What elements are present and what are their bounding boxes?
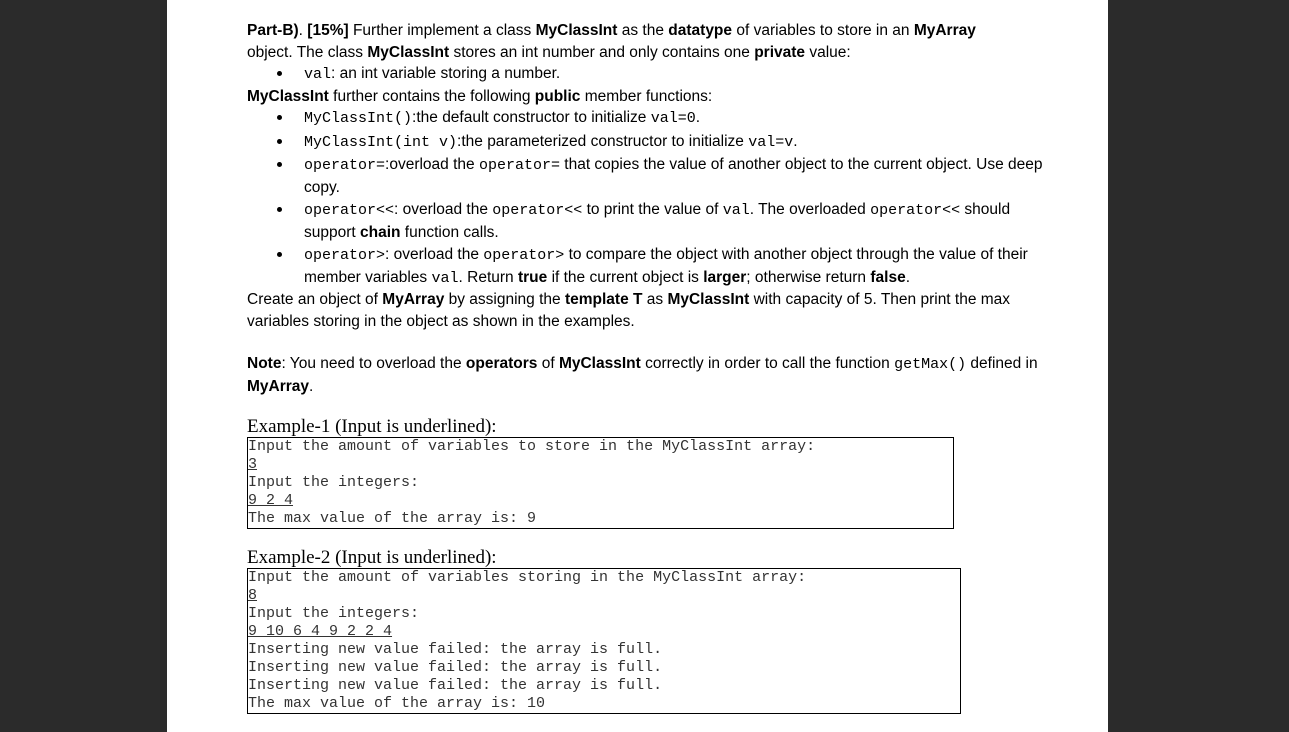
text: . The overloaded	[749, 201, 871, 218]
code: operator<<	[304, 202, 395, 219]
code: val=v	[748, 133, 794, 151]
keyword: public	[534, 87, 581, 105]
part-b-line-3	[247, 86, 1047, 108]
console-line: Inserting new value failed: the array is full.	[248, 659, 663, 676]
text: further contains the following	[328, 87, 535, 105]
list-item	[304, 154, 1047, 198]
code: operator>	[304, 247, 386, 264]
text: :overload the	[385, 156, 479, 173]
console-input: 9 2 4	[248, 492, 294, 509]
class-name: MyClassInt	[667, 291, 750, 308]
text: .	[905, 268, 911, 286]
console-input: 8	[248, 587, 258, 604]
note-paragraph	[247, 353, 1047, 397]
text: : an int variable storing a number.	[331, 65, 561, 82]
code: operator=	[304, 157, 386, 174]
console-line: Inserting new value failed: the array is full.	[248, 641, 663, 658]
keyword: operators	[465, 355, 538, 372]
class-name: MyClassInt	[367, 43, 450, 61]
console-line: Inserting new value failed: the array is full.	[248, 677, 663, 694]
example-1	[247, 417, 1047, 529]
note-label: Note	[247, 355, 282, 372]
list-item	[304, 131, 1047, 154]
text: should support	[304, 201, 1011, 241]
example-title: Example-2 (Input is underlined):	[247, 547, 497, 568]
keyword: false	[870, 268, 906, 286]
class-name: MyClassInt	[535, 22, 618, 39]
text: value:	[805, 43, 851, 61]
text: member functions:	[580, 87, 713, 105]
text: :the parameterized constructor to initialize	[457, 132, 749, 150]
text: object. The class	[247, 43, 368, 61]
text: : You need to overload the	[281, 355, 466, 372]
text: Further implement a class	[348, 22, 536, 39]
part-b-line-1	[247, 20, 1047, 42]
text: by assigning the	[444, 291, 565, 308]
example-2	[247, 548, 1047, 714]
text: with capacity of 5. Then print the max variables storing in the object as shown in the examples.	[247, 291, 1011, 330]
public-functions-list	[247, 107, 1047, 289]
list-item	[304, 199, 1047, 243]
spacer	[247, 397, 1047, 417]
console-input: 9 10 6 4 9 2 2 4	[248, 623, 393, 640]
text: : overload the	[394, 201, 493, 218]
code: val	[431, 269, 459, 287]
text: of	[537, 355, 559, 372]
console-output-box	[247, 568, 961, 714]
text: of variables to store in an	[732, 22, 914, 39]
text: defined in	[966, 355, 1038, 372]
class-name: MyClassInt	[558, 355, 641, 372]
console-line: The max value of the array is: 9	[248, 510, 537, 527]
text: .	[298, 22, 308, 39]
text: if the current object is	[547, 268, 704, 286]
text: to compare the object with another object through the value of their member variables	[304, 246, 1028, 286]
console-output-box	[247, 437, 954, 529]
text: .	[793, 132, 798, 150]
console-line: Input the amount of variables to store in the MyClassInt array:	[248, 438, 816, 455]
code: val	[304, 66, 332, 83]
code: MyClassInt()	[304, 110, 413, 127]
text: stores an int number and only contains one	[449, 43, 755, 61]
console-line: Input the integers:	[248, 474, 420, 491]
text: function calls.	[400, 223, 499, 241]
code: getMax()	[894, 356, 967, 373]
list-item	[304, 63, 1047, 86]
list-item	[304, 244, 1047, 289]
text: .	[309, 377, 314, 395]
code: val	[722, 202, 750, 219]
part-b-line-2	[247, 42, 1047, 64]
code: operator=	[478, 157, 560, 174]
text: that copies the value of another object to the current object. Use deep copy.	[304, 156, 1043, 196]
text: .	[695, 109, 701, 126]
code: val=0	[650, 110, 696, 127]
code: MyClassInt(int v)	[304, 133, 458, 151]
code: operator>	[483, 247, 565, 264]
text: ; otherwise return	[746, 268, 871, 286]
text: correctly in order to call the function	[640, 355, 895, 372]
console-input: 3	[248, 456, 258, 473]
console-line: Input the integers:	[248, 605, 420, 622]
list-item	[304, 107, 1047, 130]
class-name: MyClassInt	[247, 87, 329, 105]
keyword: larger	[703, 268, 747, 286]
weight-label: [15%]	[307, 22, 349, 39]
text: . Return	[458, 268, 518, 286]
document-content	[247, 20, 1047, 714]
keyword: datatype	[668, 22, 733, 39]
spacer	[247, 529, 1047, 548]
create-paragraph	[247, 289, 1047, 332]
console-line: Input the amount of variables storing in the MyClassInt array:	[248, 569, 807, 586]
class-name: MyArray	[382, 291, 445, 308]
keyword: true	[517, 268, 548, 286]
private-members-list	[247, 63, 1047, 86]
text: : overload the	[385, 246, 484, 263]
text: to print the value of	[582, 201, 723, 218]
console-line: The max value of the array is: 10	[248, 695, 546, 712]
code: operator<<	[870, 202, 961, 219]
keyword: template T	[564, 291, 643, 308]
document-page	[167, 0, 1108, 732]
text: Create an object of	[247, 291, 383, 308]
text: :the default constructor to initialize	[412, 109, 651, 126]
class-name: MyArray	[247, 377, 310, 395]
text: as	[642, 291, 668, 308]
class-name: MyArray	[913, 22, 976, 39]
text: as the	[617, 22, 669, 39]
example-title: Example-1 (Input is underlined):	[247, 416, 497, 437]
keyword: chain	[360, 223, 401, 241]
code: operator<<	[492, 202, 583, 219]
part-label: Part-B)	[247, 22, 299, 39]
spacer	[247, 332, 1047, 353]
keyword: private	[754, 43, 806, 61]
